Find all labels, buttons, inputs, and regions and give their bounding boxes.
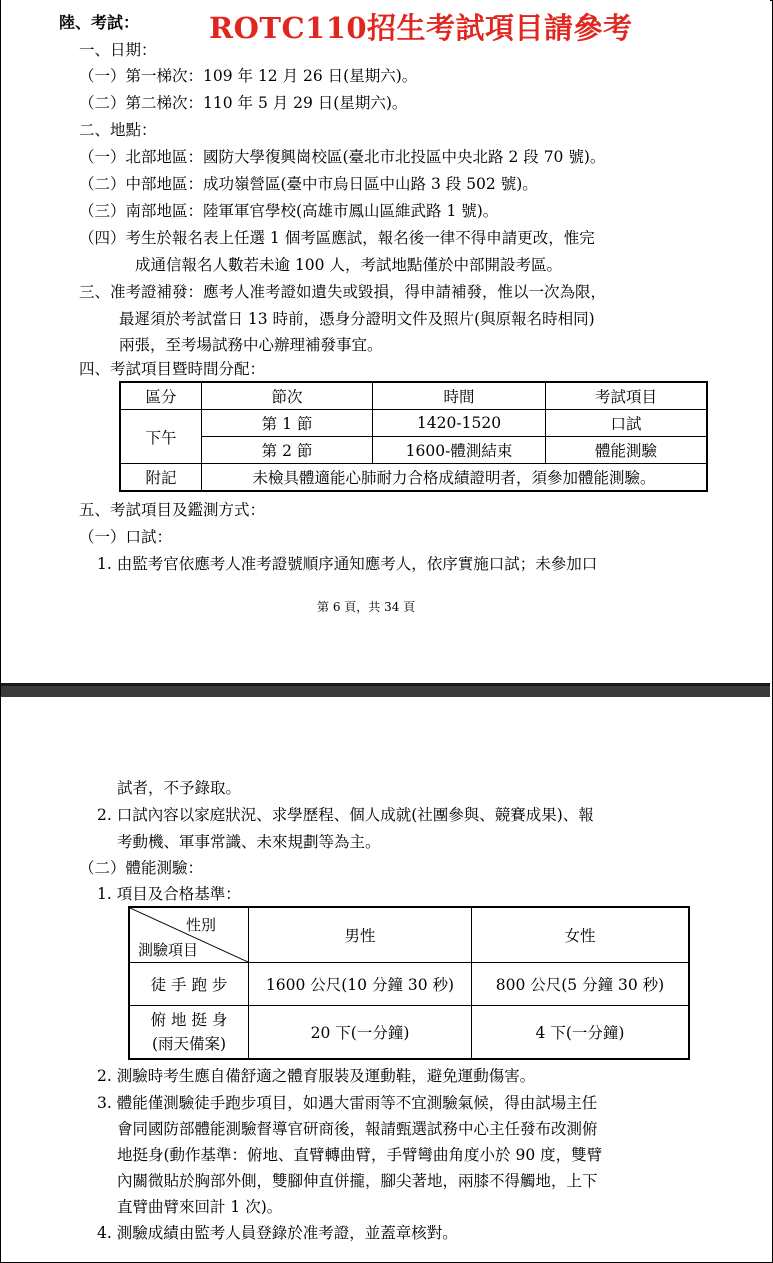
text-line: 4. 測驗成績由監考人員登錄於准考證，並蓋章核對。 xyxy=(97,1224,458,1242)
text-line: 成通信報名人數若未逾 100 人，考試地點僅於中部開設考區。 xyxy=(135,256,562,274)
text-line: 一、日期： xyxy=(79,41,157,59)
section-heading: 陸、考試： xyxy=(59,13,140,32)
page-separator xyxy=(1,683,770,697)
corner-label-bottom: 測驗項目 xyxy=(138,941,199,959)
text-line: 會同國防部體能測驗督導官研商後，報請甄選試務中心主任發布改測俯 xyxy=(117,1120,598,1138)
text-line: 三、准考證補發：應考人准考證如遺失或毀損，得申請補發，惟以一次為限， xyxy=(79,283,607,301)
table-cell-line: (雨天備案) xyxy=(151,1035,227,1053)
table-cell-note: 未檢具體適能心肺耐力合格成績證明者，須參加體能測驗。 xyxy=(202,464,708,492)
text-line: （四）考生於報名表上任選 1 個考區應試，報名後一律不得申請更改，惟完 xyxy=(79,229,595,247)
text-line: 直臂曲臂來回計 1 次)。 xyxy=(117,1198,283,1216)
text-line: 四、考試項目暨時間分配： xyxy=(79,360,266,378)
table-header-cell: 區分 xyxy=(120,382,202,410)
text-line: 3. 體能僅測驗徒手跑步項目，如遇大雷雨等不宜測驗氣候，得由試場主任 xyxy=(97,1094,598,1112)
page-number: 第 6 頁，共 34 頁 xyxy=(317,600,416,614)
document-page-7 xyxy=(1,697,770,1261)
table-cell-group: 下午 xyxy=(120,410,202,464)
text-line: 1. 項目及合格基準： xyxy=(97,885,241,903)
text-line: 1. 由監考官依應考人准考證號順序通知應考人，依序實施口試；未參加口 xyxy=(97,555,598,573)
text-line: 2. 測驗時考生應自備舒適之體育服裝及運動鞋，避免運動傷害。 xyxy=(97,1067,536,1085)
table-cell: 第 1 節 xyxy=(202,410,373,437)
text-line: 試者，不予錄取。 xyxy=(117,779,242,797)
table-cell xyxy=(129,1006,249,1060)
table-header-row xyxy=(120,382,707,410)
table-header-row xyxy=(129,907,689,963)
table-cell: 20 下(一分鐘) xyxy=(249,1006,472,1060)
table-cell-note-label: 附記 xyxy=(120,464,202,492)
table-header-cell: 男性 xyxy=(249,907,472,963)
red-banner-note: ROTC110招生考試項目請參考 xyxy=(209,11,633,45)
table-cell: 4 下(一分鐘) xyxy=(472,1006,690,1060)
text-line: 二、地點： xyxy=(79,121,157,139)
table-header-cell: 時間 xyxy=(373,382,546,410)
fitness-standard-table xyxy=(128,906,690,1060)
schedule-table xyxy=(119,381,708,492)
text-line: （三）南部地區：陸軍軍官學校(高雄市鳳山區維武路 1 號)。 xyxy=(79,202,499,220)
text-line: 五、考試項目及鑑測方式： xyxy=(79,501,266,519)
table-corner-cell xyxy=(129,907,249,963)
table-cell: 1600-體測結束 xyxy=(373,437,546,464)
table-header-cell: 節次 xyxy=(202,382,373,410)
corner-label-top: 性別 xyxy=(186,916,217,934)
document-page-6 xyxy=(1,0,770,683)
table-header-cell: 考試項目 xyxy=(546,382,708,410)
text-line: （一）口試： xyxy=(79,528,173,546)
table-cell: 1420-1520 xyxy=(373,410,546,437)
text-line: （二）體能測驗： xyxy=(79,859,204,877)
table-row xyxy=(129,963,689,1006)
table-row xyxy=(129,1006,689,1060)
text-line: 兩張，至考場試務中心辦理補發事宜。 xyxy=(119,336,383,354)
table-row xyxy=(120,464,707,492)
table-row xyxy=(120,410,707,437)
text-line: 地挺身(動作基準：俯地、直臂轉曲臂，手臂彎曲角度小於 90 度，雙臂 xyxy=(117,1146,603,1164)
table-header-cell: 女性 xyxy=(472,907,690,963)
table-cell: 口試 xyxy=(546,410,708,437)
text-line: 2. 口試內容以家庭狀況、求學歷程、個人成就(社團參與、競賽成果)、報 xyxy=(97,806,594,824)
text-line: 考動機、軍事常識、未來規劃等為主。 xyxy=(117,833,381,851)
table-cell: 1600 公尺(10 分鐘 30 秒) xyxy=(249,963,472,1006)
text-line: 最遲須於考試當日 13 時前，憑身分證明文件及照片(與原報名時相同) xyxy=(119,310,595,328)
table-cell: 體能測驗 xyxy=(546,437,708,464)
table-cell: 徒 手 跑 步 xyxy=(129,963,249,1006)
table-cell: 第 2 節 xyxy=(202,437,373,464)
text-line: （一）第一梯次：109 年 12 月 26 日(星期六)。 xyxy=(79,67,418,85)
table-cell: 800 公尺(5 分鐘 30 秒) xyxy=(472,963,690,1006)
text-line: （一）北部地區：國防大學復興崗校區(臺北市北投區中央北路 2 段 70 號)。 xyxy=(79,148,606,166)
table-row xyxy=(120,437,707,464)
text-line: （二）中部地區：成功嶺營區(臺中市烏日區中山路 3 段 502 號)。 xyxy=(79,175,538,193)
table-cell-line: 俯 地 挺 身 xyxy=(150,1011,228,1029)
text-line: 內關微貼於胸部外側，雙腳伸直併攏，腳尖著地，兩膝不得觸地，上下 xyxy=(117,1172,598,1190)
text-line: （二）第二梯次：110 年 5 月 29 日(星期六)。 xyxy=(79,94,408,112)
